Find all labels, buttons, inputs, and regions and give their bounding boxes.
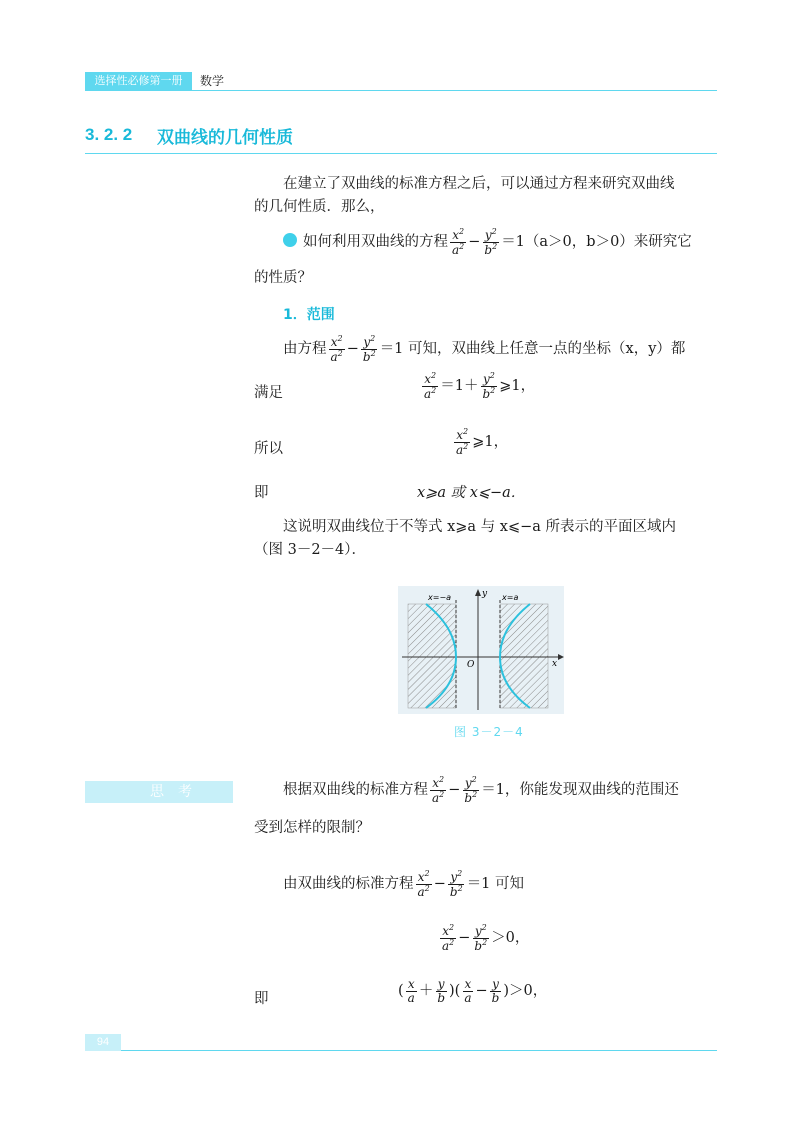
think-line-1: 根据双曲线的标准方程 $\frac{x^2}{a^2}$ − $\frac{y^2}{b^2}$ ＝1，你能发现双曲线的范围还 — [283, 775, 679, 805]
page-number: 94 — [96, 1036, 110, 1048]
range-eq-2: $\frac{x^2}{a^2}$ ⩾1， — [456, 427, 509, 457]
section-number: 3. 2. 2 — [85, 125, 133, 144]
hyperbola-figure — [398, 586, 564, 714]
label-x-a: x=a — [502, 593, 519, 602]
section-rule — [85, 153, 717, 154]
label-x-minus-a: x=−a — [428, 593, 452, 602]
label-ie: 即 — [254, 485, 269, 501]
intro-line-2: 的几何性质．那么， — [254, 199, 385, 215]
range-eq-1: $\frac{x^2}{a^2}$ ＝1＋ $\frac{y^2}{b^2}$ ⩾1， — [424, 371, 536, 401]
answer-eq-1: $\frac{x^2}{a^2}$ − $\frac{y^2}{b^2}$ ＞0， — [442, 923, 530, 953]
label-so: 所以 — [254, 441, 283, 457]
explain-line-1: 这说明双曲线位于不等式 x⩾a 与 x⩽−a 所表示的平面区域内 — [283, 519, 677, 535]
figure-caption: 图 3－2－4 — [454, 725, 524, 739]
series-tag: 选择性必修第一册 — [85, 72, 192, 90]
intro-line-1: 在建立了双曲线的标准方程之后，可以通过方程来研究双曲线 — [283, 176, 675, 192]
label-origin: O — [467, 660, 475, 670]
think-line-2: 受到怎样的限制？ — [254, 820, 370, 836]
answer-label-ie: 即 — [254, 991, 269, 1007]
label-x-axis: x — [552, 659, 558, 669]
question-line-1: 如何利用双曲线的方程 $\frac{x^2}{a^2}$ − $\frac{y^2}{b^2}$ ＝1（a＞0，b＞0）来研究它 — [283, 228, 692, 256]
footer-rule — [121, 1050, 717, 1051]
bullet-icon — [283, 233, 297, 247]
section-title: 双曲线的几何性质 — [157, 128, 293, 148]
range-eq-3: x⩾a 或 x⩽−a． — [417, 485, 526, 501]
question-line-2: 的性质？ — [254, 270, 312, 286]
right-region — [500, 604, 548, 708]
explain-line-2: （图 3－2－4）． — [254, 542, 367, 558]
subject-tag: 数学 — [200, 74, 225, 88]
answer-eq-2: ( $\frac{x}{a}$ ＋ $\frac{y}{b}$ )( $\frac{x}{a}$ − $\frac{y}{b}$ )＞0， — [398, 977, 548, 1005]
answer-line-1: 由双曲线的标准方程 $\frac{x^2}{a^2}$ − $\frac{y^2}{b^2}$ ＝1 可知 — [283, 869, 525, 899]
range-line-1: 由方程 $\frac{x^2}{a^2}$ − $\frac{y^2}{b^2}$ ＝1 可知，双曲线上任意一点的坐标（x，y）都 — [283, 334, 686, 364]
label-y-axis: y — [482, 589, 488, 599]
think-label: 思考 — [150, 784, 206, 800]
label-satisfy: 满足 — [254, 385, 283, 401]
left-region — [408, 604, 456, 708]
header-rule — [85, 90, 717, 91]
range-heading: 1．范围 — [283, 307, 335, 323]
